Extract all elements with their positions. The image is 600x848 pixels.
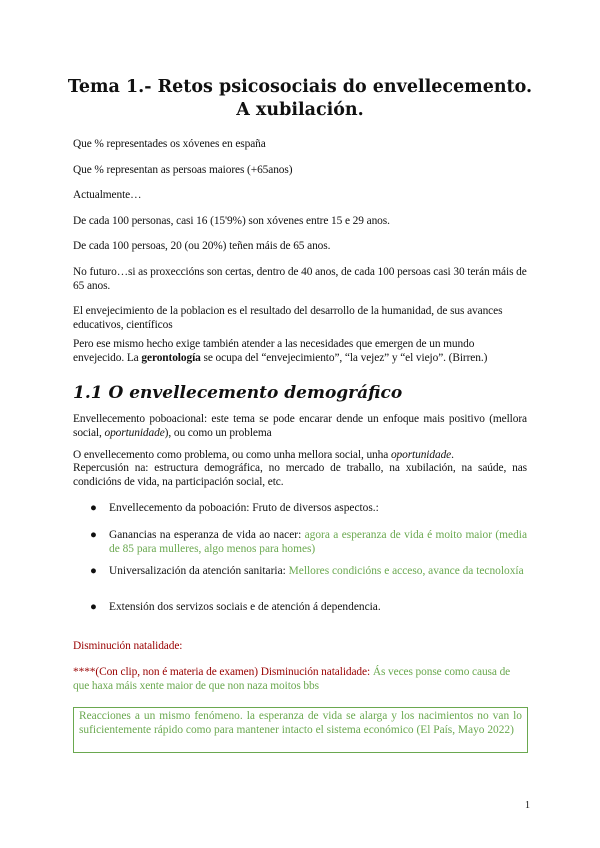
section-paragraph-3: Repercusión na: estructura demográfica, no mercado de traballo, na xubilación, na saúde, nas condicións de vida, na participación social, etc. (73, 462, 527, 488)
bullet-dot-icon: ● (90, 529, 97, 541)
page-title (40, 76, 560, 122)
section-p1-italic: oportunidade (104, 426, 165, 439)
section-p2-a: O envellecemento como problema, ou como unha mellora social, unha (73, 449, 391, 461)
page-number: 1 (525, 800, 530, 811)
gerontologia-term: gerontología (141, 351, 201, 364)
section-p1-a: Envellecemento poboacional: este tema se pode encarar dende un enfoque mais positivo (mellora social, (73, 413, 527, 439)
p8-text-b: se ocupa del “envejecimiento”, “la vejez” y “el viejo”. (Birren.) (200, 351, 488, 364)
bullet-text (109, 601, 527, 615)
bullet-label: Extensión dos servizos sociais e de atención á dependencia. (109, 601, 381, 613)
p8-text-a: Pero ese mismo hecho exige también atender a las necesidades que emergen de un mundo envejecido. La (73, 338, 475, 364)
intro-paragraph-7: El envejecimiento de la poblacion es el resultado del desarrollo de la humanidad, de sus avances educativos, científicos (73, 305, 503, 331)
bullet-dot-icon: ● (90, 565, 97, 577)
natalidade-paragraph (73, 666, 527, 693)
section-paragraph-2 (73, 449, 527, 463)
intro-paragraph-6: No futuro…si as proxeccións son certas, dentro de 40 anos, de cada 100 persoas casi 30 terán máis de 65 anos. (73, 266, 527, 292)
bullet-label: Envellecemento da poboación: Fruto de diversos aspectos.: (109, 502, 379, 514)
section-p2-b: . (451, 449, 454, 461)
bullet-item (90, 601, 527, 615)
natalidade-heading: Disminución natalidade: (73, 640, 183, 652)
bullet-label: Universalización da atención sanitaria: (109, 565, 289, 577)
title-line-2: A xubilación. (236, 100, 364, 120)
title-line-1: Tema 1.- Retos psicosociais do envellecemento. (67, 77, 533, 97)
bullet-text (109, 529, 527, 556)
intro-paragraph-2: Que % representan as persoas maiores (+65anos) (73, 164, 293, 176)
intro-paragraph-8 (73, 338, 527, 365)
natalidade-note: Ás veces ponse como causa de que haxa máis xente maior de que non naza moitos bbs (73, 666, 511, 692)
section-paragraph-1 (73, 413, 527, 440)
natalidade-prefix: ****(Con clip, non é materia de examen) (73, 666, 261, 678)
bullet-item (90, 502, 527, 516)
intro-paragraph-3: Actualmente… (73, 189, 142, 201)
bullet-note: Mellores condicións e acceso, avance da tecnoloxía (288, 565, 524, 577)
bullet-note: agora a esperanza de vida é moito maior (media de 85 para mulleres, algo menos para homes) (109, 529, 528, 555)
natalidade-label: Disminución natalidade: (260, 666, 373, 678)
intro-paragraph-4: De cada 100 personas, casi 16 (15'9%) son xóvenes entre 15 e 29 anos. (73, 215, 390, 227)
intro-paragraph-1: Que % representades os xóvenes en españa (73, 138, 266, 150)
bullet-dot-icon: ● (90, 502, 97, 514)
bullet-label: Ganancias na esperanza de vida ao nacer: (109, 529, 305, 541)
bullet-text (109, 565, 527, 579)
intro-paragraph-5: De cada 100 persoas, 20 (ou 20%) teñen máis de 65 anos. (73, 240, 331, 252)
section-p1-b: ), ou como un problema (164, 426, 272, 439)
bullet-item (90, 565, 527, 579)
quote-box: Reacciones a un mismo fenómeno. la esperanza de vida se alarga y los nacimientos no van lo suficientemente rápido como para mantener intacto el sistema económico (El País, Mayo 2022) (73, 707, 528, 753)
section-heading: 1.1 O envellecemento demográfico (73, 383, 403, 403)
bullet-item (90, 529, 527, 556)
bullet-text (109, 502, 527, 516)
bullet-dot-icon: ● (90, 601, 97, 613)
section-p2-italic: oportunidade (390, 449, 452, 461)
